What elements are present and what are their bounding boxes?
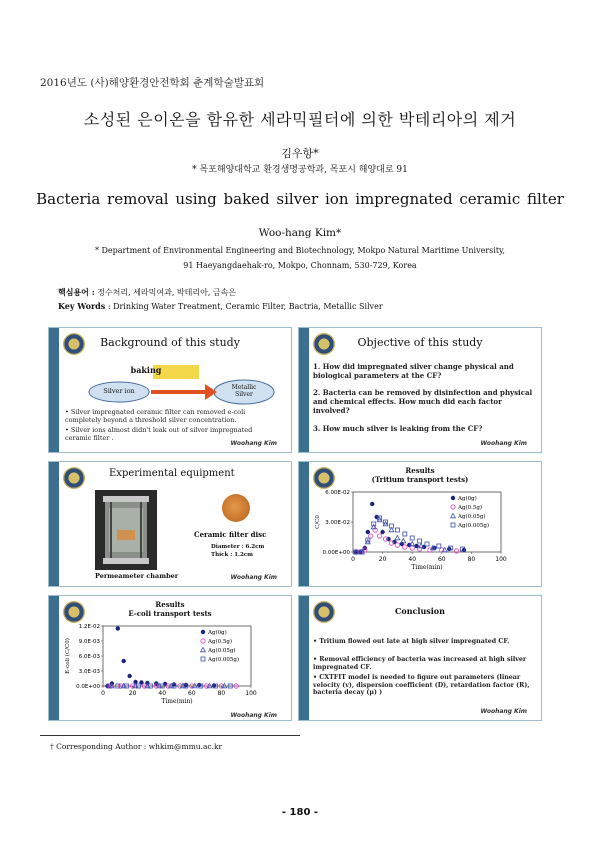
slide-subtitle: (Tritium transport tests) bbox=[371, 475, 469, 484]
legend-marker bbox=[201, 639, 205, 643]
legend-marker bbox=[201, 657, 205, 661]
keywords-english-text: : Drinking Water Treatment, Ceramic Filter, Bactria, Metallic Silver bbox=[107, 302, 383, 311]
footnote bbox=[50, 742, 222, 751]
data-point bbox=[366, 530, 370, 534]
data-point bbox=[374, 515, 378, 519]
baking-label: baking bbox=[130, 365, 162, 375]
legend-label: Ag(0g) bbox=[458, 496, 477, 502]
slide-subtitle: E-coli transport tests bbox=[128, 609, 212, 618]
x-tick-label: 0 bbox=[351, 556, 355, 563]
data-point bbox=[395, 543, 399, 547]
legend-label: Ag(0.005g) bbox=[458, 523, 490, 529]
slide-title: Experimental equipment bbox=[109, 468, 235, 479]
data-point bbox=[116, 626, 120, 630]
disc-diameter: Diameter : 6.2cm bbox=[211, 544, 265, 550]
slide-tritium-results bbox=[298, 461, 542, 587]
y-axis-label: C/C0 bbox=[315, 515, 321, 529]
bullet-1-text: Silver impregnated ceramic filter can removed e-coli completely beyond a threshold silver concentration. bbox=[65, 408, 246, 424]
y-tick-label: 3.0E-03 bbox=[78, 669, 100, 675]
data-point bbox=[454, 549, 458, 553]
bullet-2-text: Silver ions almost didn't leak out of silver impregnated ceramic filter . bbox=[65, 426, 253, 442]
chamber-caption: Permeameter chamber bbox=[95, 572, 179, 580]
x-tick-label: 20 bbox=[128, 690, 137, 697]
footnote-rule bbox=[40, 735, 300, 736]
data-point bbox=[197, 683, 201, 687]
conference-name: 2016년도 (사)해양환경안전학회 춘계학술발표회 bbox=[40, 77, 265, 89]
y-tick-label: 1.2E-02 bbox=[78, 624, 100, 630]
slide-footer: Woohang Kim bbox=[480, 440, 527, 447]
slide-title: Results bbox=[405, 466, 435, 475]
bullet-2: • Silver ions almost didn't leak out of silver impregnated ceramic filter . bbox=[65, 426, 253, 442]
slide-footer: Woohang Kim bbox=[480, 708, 527, 715]
x-tick-label: 100 bbox=[495, 556, 507, 563]
data-point bbox=[395, 528, 399, 532]
conclusion-1: • Tritium flowed out late at high silver impregnated CF. bbox=[313, 638, 510, 645]
author-english: Woo-hang Kim* bbox=[258, 227, 342, 239]
x-tick-label: 0 bbox=[101, 690, 105, 697]
data-point bbox=[122, 659, 126, 663]
keywords-korean-text: 정수처리, 세라믹여과, 박테리아, 금속은 bbox=[97, 288, 237, 297]
ceramic-disc-photo bbox=[222, 494, 250, 522]
objective-3: 3. How much silver is leaking from the CF? bbox=[313, 424, 483, 433]
conclusion-3-text: CXTFIT model is needed to figure out parameters (linear velocity (v), dispersion coefficient (D), retardation factor (R), bacteria decay (μ) ) bbox=[313, 674, 530, 696]
slide-title: Conclusion bbox=[395, 606, 445, 616]
tritium-chart bbox=[311, 486, 539, 584]
affiliation-english-line2: 91 Haeyangdaehak-ro, Mokpo, Chonnam, 530-729, Korea bbox=[183, 261, 417, 270]
x-tick-label: 60 bbox=[437, 556, 446, 563]
slide-equipment bbox=[48, 461, 292, 587]
x-axis-label: Time(min) bbox=[411, 564, 443, 571]
objective-2: 2. Bacteria can be removed by disinfection and physical and chemical effects. How much did each factor involved? bbox=[313, 388, 533, 415]
x-tick-label: 20 bbox=[378, 556, 387, 563]
plot-frame bbox=[103, 626, 251, 686]
legend-marker bbox=[451, 496, 455, 500]
y-axis-label: E-coli (C/C0) bbox=[65, 638, 71, 674]
legend-label: Ag(0.5g) bbox=[458, 505, 483, 511]
x-tick-label: 40 bbox=[158, 690, 167, 697]
conclusion-2-text: Removal efficiency of bacteria was increased at high silver impregnated CF. bbox=[313, 656, 527, 671]
x-tick-label: 80 bbox=[217, 690, 226, 697]
data-point bbox=[370, 502, 374, 506]
data-point bbox=[403, 545, 407, 549]
slide-sidebar bbox=[49, 462, 59, 586]
slide-title: Results bbox=[155, 600, 185, 609]
slide-ecoli-results bbox=[48, 595, 292, 721]
keywords-english bbox=[58, 301, 383, 311]
legend-marker bbox=[201, 630, 205, 634]
footnote-text: Corresponding Author : whkim@mmu.ac.kr bbox=[56, 742, 223, 751]
disc-caption: Ceramic filter disc bbox=[194, 530, 267, 539]
conclusion-1-text: Tritium flowed out late at high silver impregnated CF. bbox=[319, 638, 510, 645]
data-point bbox=[425, 542, 429, 546]
slide-background bbox=[48, 327, 292, 453]
disc-thickness: Thick : 1.2cm bbox=[211, 552, 253, 558]
data-point bbox=[401, 538, 406, 542]
conclusion-2: • Removal efficiency of bacteria was increased at high silver impregnated CF. bbox=[313, 656, 527, 671]
legend-label: Ag(0.005g) bbox=[208, 657, 240, 663]
data-point bbox=[380, 530, 384, 534]
x-tick-label: 80 bbox=[467, 556, 476, 563]
author-korean: 김우항* bbox=[281, 147, 319, 160]
data-point bbox=[127, 674, 131, 678]
x-tick-label: 40 bbox=[408, 556, 417, 563]
legend-label: Ag(0.05g) bbox=[458, 514, 486, 520]
conclusion-3: • CXTFIT model is needed to figure out parameters (linear velocity (v), dispersion coefficient (D), retardation factor (R), bacteria decay (μ) ) bbox=[313, 674, 530, 696]
legend-marker bbox=[451, 505, 455, 509]
affiliation-english bbox=[0, 243, 600, 273]
data-point bbox=[403, 532, 407, 536]
keywords-korean bbox=[58, 287, 236, 298]
keywords-korean-label: 핵심용어 : bbox=[58, 287, 95, 297]
title-korean: 소성된 은이온을 함유한 세라믹필터에 의한 박테리아의 제거 bbox=[83, 110, 517, 129]
data-point bbox=[462, 548, 466, 552]
legend-marker bbox=[451, 523, 455, 527]
y-tick-label: 9.0E-03 bbox=[78, 639, 100, 645]
legend-label: Ag(0.05g) bbox=[208, 648, 236, 654]
data-point bbox=[395, 535, 400, 539]
silver-ion-label: Silver ion bbox=[103, 387, 135, 395]
objective-1: 1. How did impregnated silver change physical and biological parameters at the CF? bbox=[313, 362, 514, 380]
keywords-english-label: Key Words bbox=[58, 301, 106, 311]
data-point bbox=[447, 547, 451, 551]
data-point bbox=[418, 539, 422, 543]
x-axis-label: Time(min) bbox=[161, 698, 193, 705]
page-number: - 180 - bbox=[281, 807, 319, 818]
legend-marker bbox=[451, 513, 456, 517]
permeameter-chamber-photo bbox=[95, 490, 157, 570]
bullet-1: • Silver impregnated ceramic filter can removed e-coli completely beyond a threshold silver concentration. bbox=[65, 408, 246, 424]
y-tick-label: 6.00E-02 bbox=[325, 490, 350, 496]
y-tick-label: 0.00E+00 bbox=[322, 550, 350, 556]
affiliation-english-line1: * Department of Environmental Engineering and Biotechnology, Mokpo Natural Maritime University, bbox=[94, 246, 506, 255]
y-tick-label: 0.0E+00 bbox=[76, 684, 100, 690]
legend-marker bbox=[201, 647, 206, 651]
slide-footer: Woohang Kim bbox=[230, 440, 277, 447]
ecoli-chart bbox=[61, 620, 289, 718]
slide-title: Background of this study bbox=[100, 336, 240, 349]
x-tick-label: 60 bbox=[187, 690, 196, 697]
slide-title: Objective of this study bbox=[357, 336, 483, 349]
data-point bbox=[437, 544, 441, 548]
slide-objective bbox=[298, 327, 542, 453]
affiliation-korean: * 목포해양대학교 환경생명공학과, 목포시 해양대로 91 bbox=[192, 165, 408, 175]
slide-footer: Woohang Kim bbox=[230, 712, 277, 719]
university-logo-icon bbox=[63, 467, 85, 489]
data-point bbox=[377, 534, 381, 538]
data-point bbox=[369, 534, 373, 538]
slide-conclusion bbox=[298, 595, 542, 721]
legend-label: Ag(0.5g) bbox=[208, 639, 233, 645]
x-tick-label: 100 bbox=[245, 690, 257, 697]
footnote-mark: † bbox=[50, 742, 54, 751]
y-tick-label: 3.00E-02 bbox=[325, 520, 350, 526]
legend-label: Ag(0g) bbox=[208, 630, 227, 636]
data-point bbox=[410, 546, 414, 550]
title-english: Bacteria removal using baked silver ion impregnated ceramic filter bbox=[36, 190, 564, 208]
data-point bbox=[410, 536, 414, 540]
metallic-silver-label: Metallic Silver bbox=[231, 384, 257, 398]
y-tick-label: 6.0E-03 bbox=[78, 654, 100, 660]
slide-footer: Woohang Kim bbox=[230, 574, 277, 581]
